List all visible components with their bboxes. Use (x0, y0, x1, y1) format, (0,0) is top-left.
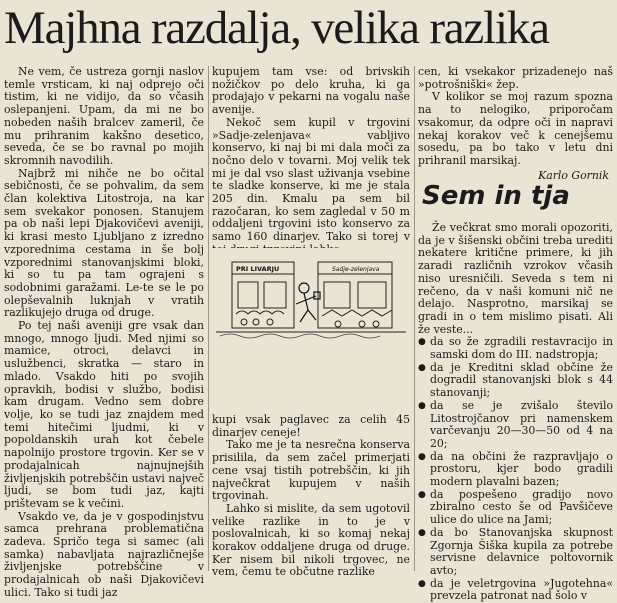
column-divider (208, 66, 209, 571)
paragraph: Tako me je ta nesrečna konserva prisilila, da sem začel primerjati cene vsaj tistih potrebščin, ki jih največkrat kupujem v naših trgovinah. (212, 438, 410, 503)
column-2-bottom-text (212, 414, 410, 579)
column-divider (414, 66, 415, 571)
bullet-list (418, 336, 613, 603)
column-1 (4, 65, 204, 599)
paragraph: V kolikor se moj razum spozna na to nelogiko, priporočam vsakomur, da odpre oči in napravi nekaj korakov več k cenejšemu sosedu, pa bo tako v letu dni prihranil marsikaj. (418, 90, 613, 167)
paragraph: cen, ki vsekakor prizadenejo naš »potrošniški« žep. (418, 65, 613, 91)
list-item: ● da je Kreditni sklad občine že dogradil stanovanjski blok s 44 stanovanji; (418, 362, 613, 400)
list-item: ● da se je zvišalo število Litostrojčanov pri namenskem varčevanju 20—30—50 od 4 na 20; (418, 400, 613, 451)
shop-left-sign: PRI LIVARJU (236, 265, 280, 273)
paragraph: Najbrž mi nihče ne bo očital sebičnosti, če se pohvalim, da sem član kolektiva Litostroja, na kar sem svekakor ponosen. Stanujem pa ob naši lepi Djakovičevi aveniji, ki krasi mesto Ljubljano z izredno vzporednima cestama in še bolj vzporednimi stanovanjskimi bloki, ki so tu pa tam ograjeni s sodobnimi garažami. Le-te se le po olepševalnih luknjah v vratih razlikujejo druga od druge. (4, 166, 204, 320)
list-item: ● da je veletrgovina »Jugotehna« prevzela patronat nad šolo v (418, 578, 613, 603)
paragraph: Že večkrat smo morali opozoriti, da je v šišenski občini treba urediti nekatere kritične primere, ki jih zaradi različnih vzrokov včasih niso uresničili. Seveda s tem ni rečeno, da v naši komuni nič ne delajo. Nasprotno, marsikaj se gradi in o tem mislimo pisati. Ali že veste... (418, 221, 613, 336)
list-item: ● da pospešeno gradijo novo zbiralno cesto še od Pavšičeve ulice do ulice na Jami; (418, 489, 613, 527)
author-signature: Karlo Gornik (538, 168, 609, 182)
shop-right-sign: Sadje-zelenjava (332, 266, 380, 273)
list-item: ● da so že zgradili restavracijo in samski dom do III. nadstropja; (418, 336, 613, 361)
paragraph: Nekoč sem kupil v trgovini »Sadje-zelenjava« vabljivo konservo, ki naj bi mi dala moči za nočno delo v tovarni. Moj velik tek mi je dal vso slast uživanja vsebine te sladke konserve, ki me je stala 205 din. Kmalu pa sem bil razočaran, ko sem zagledal v 50 m oddaljeni trgovini isto konservo za samo 160 dinarjev. Tako si torej v (212, 115, 410, 244)
headline: Majhna razdalja, velika razlika (4, 2, 549, 54)
paragraph: Vsakdo ve, da je v gospodinjstvu samca prehrana problematična zadeva. Spričo tega si samec (ali samka) nabavljata najrazličnejše življenjske potrebščine v prodajalnicah ob naši Djakovičevi ulici. Tako si tudi jaz (4, 509, 204, 599)
paragraph: kupujem tam vse: od brivskih nožičkov po delo kruha, ki ga prodajajo v pekarni na vogalu naše avenije. (212, 65, 410, 117)
column-3-lower-text (418, 222, 613, 603)
paragraph: Lahko si mislite, da sem ugotovil velike razlike in to je v poslovalnicah, ki so komaj nekaj korakov oddaljene druga od druge. Ker nisem bil nikoli trgovec, ne vem, čemu te občutne razlike (212, 501, 410, 579)
column-3 (418, 65, 613, 603)
section-kicker: Sem in tja (422, 181, 570, 211)
paragraph: Ne vem, če ustreza gornji naslov temle vrsticam, ki naj odprejo oči tistim, ki ne vidijo, da so včasih oslepanjeni. Upam, da mi ne bo nobeden naših bralcev zameril, če mu prihranim kakšno desetico, seveda, če se bo ravnal po mojih skromnih navodilih. (4, 65, 204, 167)
column-3-upper-text (418, 66, 613, 182)
column-2-top-text (212, 66, 410, 257)
paragraph: Po tej naši aveniji gre vsak dan mnogo, mnogo ljudi. Med njimi so mamice, otroci, delavci in uslužbenci, skratka — staro in mlado. Vsakdo hiti po svojih opravkih, bodisi v službo, bodisi kam drugam. Vedno sem dobre volje, ko se tudi jaz znajdem med temi hitečimi ljudmi, ki v popoldanskih urah kot čebele napolnijo prostore trgovin. Ker se v prodajalnicah najnujnejših življenjskih potrebščin ustavi največ ljudi, se bom tudi jaz, kajti prištevam se k večini. (4, 319, 204, 510)
list-item: ● da bo Stanovanjska skupnost Zgornja Šiška kupila za potrebe servisne delavnice poltovornik avto; (418, 527, 613, 578)
paragraph: kupi vsak paglavec za celih 45 dinarjev ceneje! (212, 413, 410, 439)
list-item: ● da na občini že razpravljajo o prostoru, kjer bodo gradili modern plavalni bazen; (418, 451, 613, 489)
cartoon-illustration (212, 248, 410, 344)
